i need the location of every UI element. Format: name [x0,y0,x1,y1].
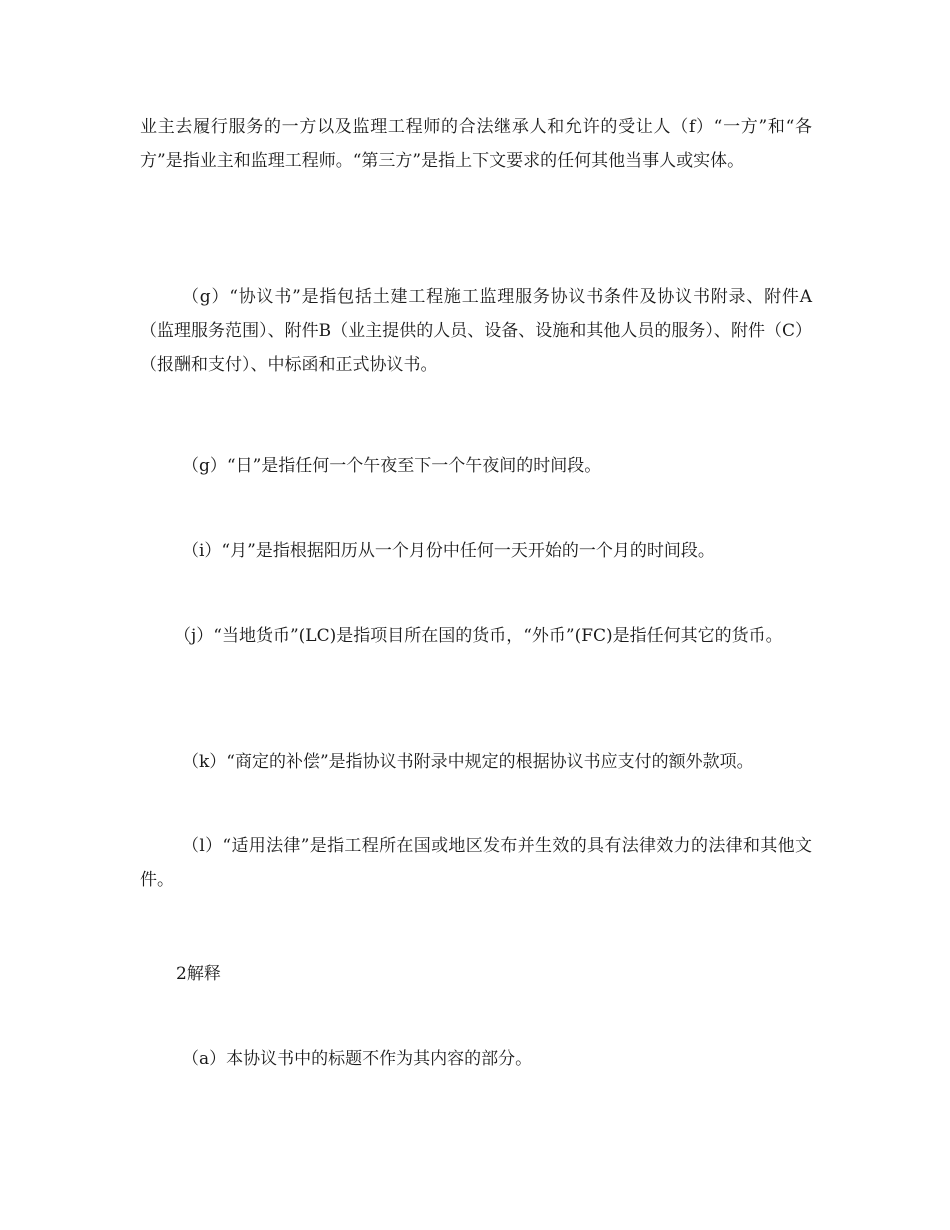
paragraph-currency-definition: （j）“当地货币”(LC)是指项目所在国的货币，“外币”(FC)是指任何其它的货币。 [174,626,783,646]
paragraph-month-definition: （i）“月”是指根据阳历从一个月份中任何一天开始的一个月的时间段。 [182,541,715,561]
paragraph-day-definition: （g）“日”是指任何一个午夜至下一个午夜间的时间段。 [182,456,602,476]
paragraph-party-definition: 业主去履行服务的一方以及监理工程师的合法继承人和允许的受让人（f）“一方”和“各方”是指业主和监理工程师。“第三方”是指上下文要求的任何其他当事人或实体。 [140,117,812,171]
section-heading: 2解释 [176,964,221,984]
paragraph-agreement-definition: （g）“协议书”是指包括土建工程施工监理服务协议书条件及协议书附录、附件A（监理服务范围）、附件B（业主提供的人员、设备、设施和其他人员的服务）、附件（C）（报酬和支付）、中标函和正式协议书。 [140,287,812,375]
paragraph-interpretation-a: （a）本协议书中的标题不作为其内容的部分。 [182,1049,533,1069]
paragraph-compensation-definition: （k）“商定的补偿”是指协议书附录中规定的根据协议书应支付的额外款项。 [182,752,754,772]
paragraph-applicable-law-definition: （l）“适用法律”是指工程所在国或地区发布并生效的具有法律效力的法律和其他文件。 [140,836,812,890]
